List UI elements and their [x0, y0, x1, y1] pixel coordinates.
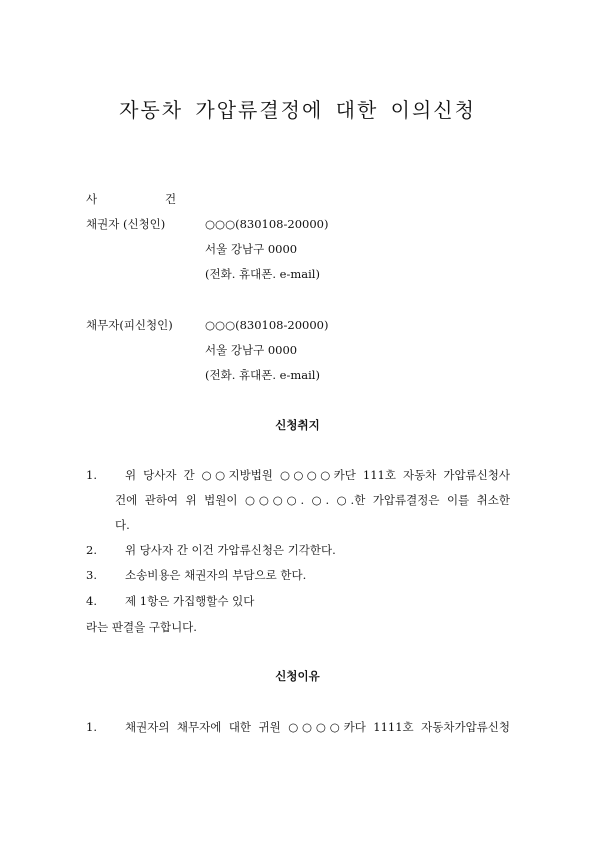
reason-item-1-line-1: 채권자의 채무자에 대한 귀원 ○○○○카다 1111호 자동차가압류신청 [125, 720, 510, 734]
debtor-address: 서울 강남구 0000 [205, 343, 298, 357]
case-label-a: 사 [86, 192, 98, 206]
document-title: 자동차 가압류결정에 대한 이의신청 [119, 98, 476, 122]
purpose-heading: 신청취지 [275, 418, 320, 432]
debtor-name-id: ○○○(830108-20000) [205, 318, 329, 332]
purpose-item-4-number: 4. [86, 594, 97, 608]
purpose-item-1-line-2: 건에 관하여 위 법원이 ○○○○. ○. ○.한 가압류결정은 이를 취소한 [115, 493, 511, 507]
case-label-b: 건 [165, 192, 177, 206]
creditor-name-id: ○○○(830108-20000) [205, 217, 329, 231]
reason-heading: 신청이유 [275, 669, 320, 683]
purpose-item-3-text: 소송비용은 채권자의 부담으로 한다. [125, 568, 307, 582]
creditor-label: 채권자 (신청인) [86, 217, 166, 231]
creditor-address: 서울 강남구 0000 [205, 242, 298, 256]
purpose-item-1-line-3: 다. [115, 518, 130, 532]
purpose-item-3-number: 3. [86, 568, 97, 582]
creditor-contact: (전화. 휴대폰. e-mail) [205, 267, 320, 281]
debtor-label: 채무자(피신청인) [86, 318, 173, 332]
purpose-closing: 라는 판결을 구합니다. [86, 620, 197, 634]
purpose-item-2-number: 2. [86, 543, 97, 557]
purpose-item-2-text: 위 당사자 간 이건 가압류신청은 기각한다. [125, 543, 336, 557]
reason-item-1-number: 1. [86, 720, 97, 734]
purpose-item-1-number: 1. [86, 468, 97, 482]
debtor-contact: (전화. 휴대폰. e-mail) [205, 368, 320, 382]
purpose-item-1-line-1: 위 당사자 간 ○○지방법원 ○○○○카단 111호 자동차 가압류신청사 [125, 468, 510, 482]
purpose-item-4-text: 제 1항은 가집행할수 있다 [125, 594, 255, 608]
